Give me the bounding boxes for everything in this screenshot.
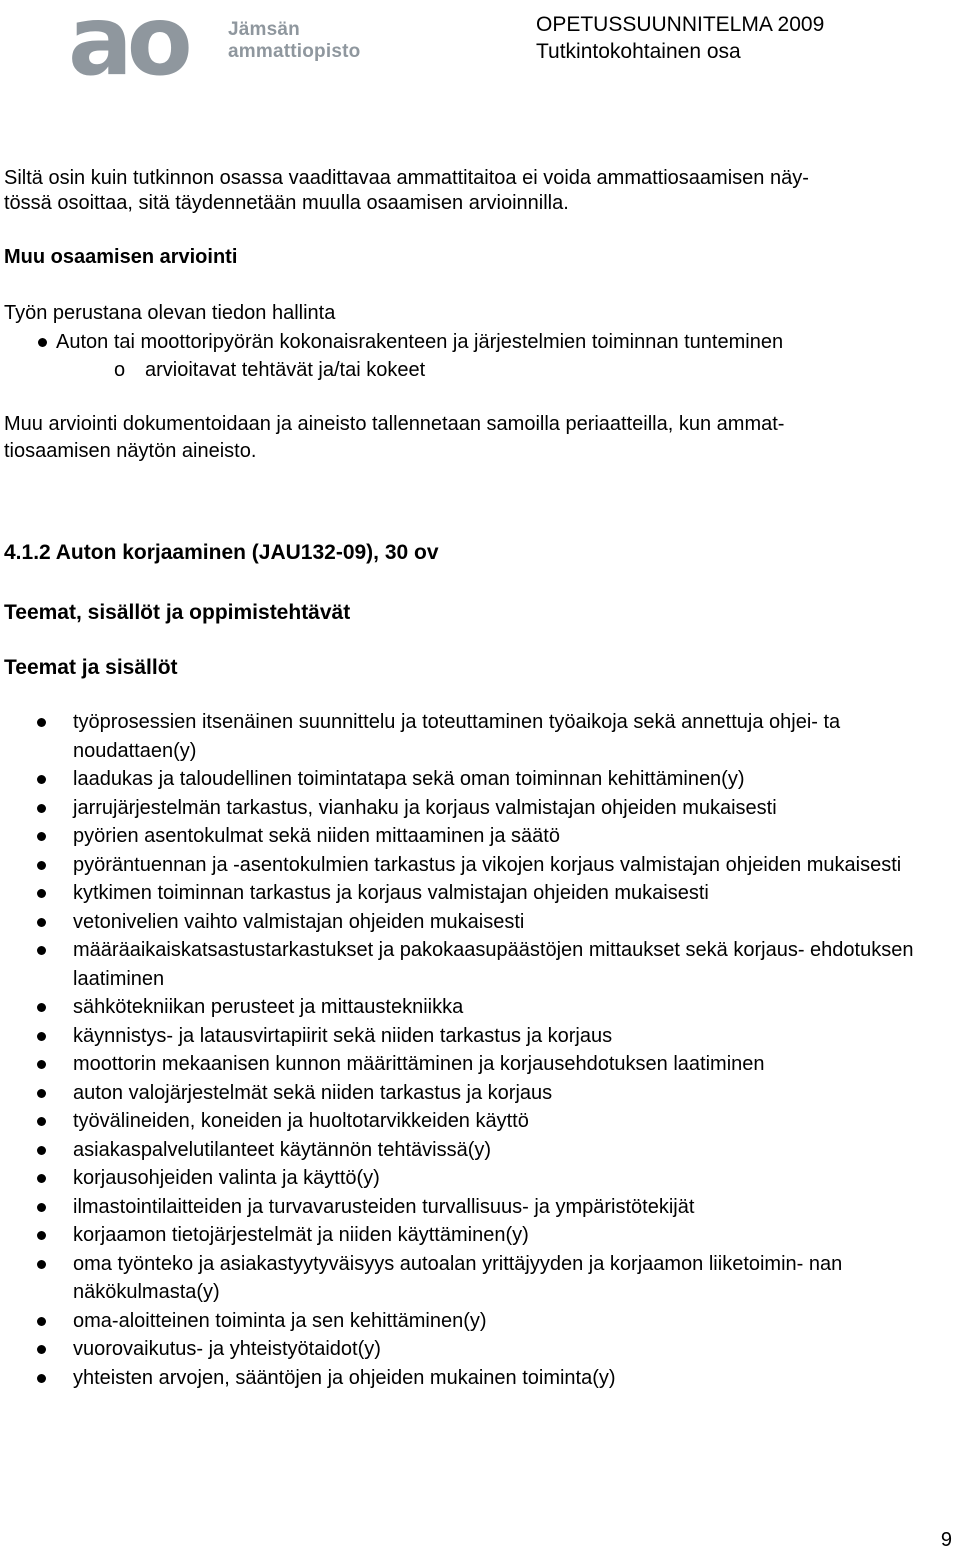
list-item [0, 708, 943, 765]
list-item [0, 1307, 943, 1336]
logo-line-1: Jämsän [228, 19, 300, 40]
bullet-dot-icon [37, 1174, 46, 1183]
list-item [0, 936, 943, 993]
list-item-text: ilmastointilaitteiden ja turvavarusteiden turvallisuus- ja ympäristötekijät [73, 1195, 695, 1218]
list-item [0, 1050, 943, 1079]
bullet-dot-icon [37, 1317, 46, 1326]
logo-wordmark [228, 19, 360, 63]
bullet-dot-icon [37, 1117, 46, 1126]
list-item [0, 1221, 943, 1250]
contents-list [0, 708, 960, 1392]
list-item [0, 1079, 943, 1108]
document-subtitle: Tutkintokohtainen osa [536, 40, 741, 63]
bullet-dot-icon [37, 1374, 46, 1383]
document-title: OPETUSSUUNNITELMA 2009 [536, 13, 825, 36]
list-item [0, 993, 943, 1022]
other-assessment-bullet: Auton tai moottoripyörän kokonaisrakenteen ja järjestelmien toiminnan tunteminen [56, 331, 784, 353]
list-item-text: asiakaspalvelutilanteet käytännön tehtävissä(y) [73, 1138, 492, 1161]
bullet-dot-icon [37, 1231, 46, 1240]
bullet-dot-icon [37, 804, 46, 813]
bullet-dot-icon [37, 1203, 46, 1212]
logo-mark-text: ao [68, 4, 187, 84]
bullet-dot-icon [37, 918, 46, 927]
section-title: 4.1.2 Auton korjaaminen (JAU132-09), 30 ov [4, 541, 439, 564]
list-item-text: yhteisten arvojen, sääntöjen ja ohjeiden mukainen toiminta(y) [73, 1366, 616, 1389]
bullet-dot-icon [37, 889, 46, 898]
list-item [0, 765, 943, 794]
intro-line-1: Siltä osin kuin tutkinnon osassa vaadittavaa ammattitaitoa ei voida ammattiosaamisen näy- [4, 167, 809, 189]
bullet-dot-icon [37, 1060, 46, 1069]
bullet-dot-icon [37, 1345, 46, 1354]
list-item-text: auton valojärjestelmät sekä niiden tarkastus ja korjaus [73, 1081, 553, 1104]
contents-heading: Teemat ja sisällöt [4, 656, 178, 679]
list-item-text: oma-aloitteinen toiminta ja sen kehittäminen(y) [73, 1309, 487, 1332]
list-item [0, 1250, 943, 1307]
bullet-dot-icon [37, 775, 46, 784]
list-item [0, 1364, 943, 1393]
logo-line-2: ammattiopisto [228, 41, 361, 62]
document-header [536, 11, 824, 65]
list-item [0, 794, 943, 823]
other-assessment-sub-bullet: arvioitavat tehtävät ja/tai kokeet [145, 359, 426, 381]
list-item [0, 1022, 943, 1051]
bullet-dot-icon [37, 1260, 46, 1269]
bullet-dot-icon [37, 861, 46, 870]
school-logo [68, 4, 378, 84]
list-item-text: työprosessien itsenäinen suunnittelu ja toteuttaminen työaikoja sekä annettuja ohjei- ta noudattaen(y) [73, 711, 841, 762]
bullet-dot-icon [37, 718, 46, 727]
list-item-text: työvälineiden, koneiden ja huoltotarvikkeiden käyttö [73, 1110, 529, 1132]
list-item-text: jarrujärjestelmän tarkastus, vianhaku ja korjaus valmistajan ohjeiden mukaisesti [73, 796, 777, 819]
list-item-text: kytkimen toiminnan tarkastus ja korjaus valmistajan ohjeiden mukaisesti [73, 882, 709, 904]
intro-line-2: tössä osoittaa, sitä täydennetään muulla osaamisen arvioinnilla. [4, 192, 569, 214]
list-item-text: käynnistys- ja latausvirtapiirit sekä niiden tarkastus ja korjaus [73, 1024, 613, 1047]
list-item [0, 1164, 943, 1193]
other-assessment-heading: Muu osaamisen arviointi [4, 246, 238, 268]
other-assessment-para-line-2: tiosaamisen näytön aineisto. [4, 440, 257, 462]
bullet-dot-icon [37, 1003, 46, 1012]
list-item [0, 1136, 943, 1165]
list-item-text: laadukas ja taloudellinen toimintatapa sekä oman toiminnan kehittäminen(y) [73, 768, 745, 790]
list-item [0, 851, 943, 880]
list-item [0, 1193, 943, 1222]
list-item-text: sähkötekniikan perusteet ja mittaustekniikka [73, 996, 464, 1018]
list-item-text: moottorin mekaanisen kunnon määrittäminen ja korjausehdotuksen laatiminen [73, 1053, 765, 1075]
list-item-text: vuorovaikutus- ja yhteistyötaidot(y) [73, 1338, 381, 1360]
list-item-text: määräaikaiskatsastustarkastukset ja pakokaasupäästöjen mittaukset sekä korjaus- ehdotuksen laatiminen [73, 939, 914, 990]
bullet-dot-icon [38, 338, 47, 347]
sub-bullet-circle-icon: o [114, 359, 126, 381]
list-item [0, 822, 943, 851]
list-item-text: oma työnteko ja asiakastyytyväisyys autoalan yrittäjyyden ja korjaamon liiketoimin- nan näkökulmasta(y) [73, 1252, 843, 1303]
list-item-text: vetonivelien vaihto valmistajan ohjeiden mukaisesti [73, 910, 525, 933]
page-number: 9 [940, 1529, 952, 1551]
list-item [0, 1107, 943, 1136]
list-item [0, 1335, 943, 1364]
list-item-text: korjausohjeiden valinta ja käyttö(y) [73, 1167, 380, 1189]
list-item [0, 879, 943, 908]
bullet-dot-icon [37, 1146, 46, 1155]
other-assessment-subheading: Työn perustana olevan tiedon hallinta [4, 302, 336, 324]
other-assessment-para-line-1: Muu arviointi dokumentoidaan ja aineisto tallennetaan samoilla periaatteilla, kun ammat- [4, 413, 785, 435]
bullet-dot-icon [37, 832, 46, 841]
list-item-text: korjaamon tietojärjestelmät ja niiden käyttäminen(y) [73, 1224, 529, 1246]
themes-heading: Teemat, sisällöt ja oppimistehtävät [4, 601, 351, 624]
bullet-dot-icon [37, 946, 46, 955]
list-item-text: pyöräntuennan ja -asentokulmien tarkastus ja vikojen korjaus valmistajan ohjeiden mukaisesti [73, 853, 902, 876]
list-item-text: pyörien asentokulmat sekä niiden mittaaminen ja säätö [73, 825, 560, 847]
bullet-dot-icon [37, 1032, 46, 1041]
list-item [0, 908, 943, 937]
bullet-dot-icon [37, 1089, 46, 1098]
ao-logo-mark-icon [68, 4, 218, 84]
